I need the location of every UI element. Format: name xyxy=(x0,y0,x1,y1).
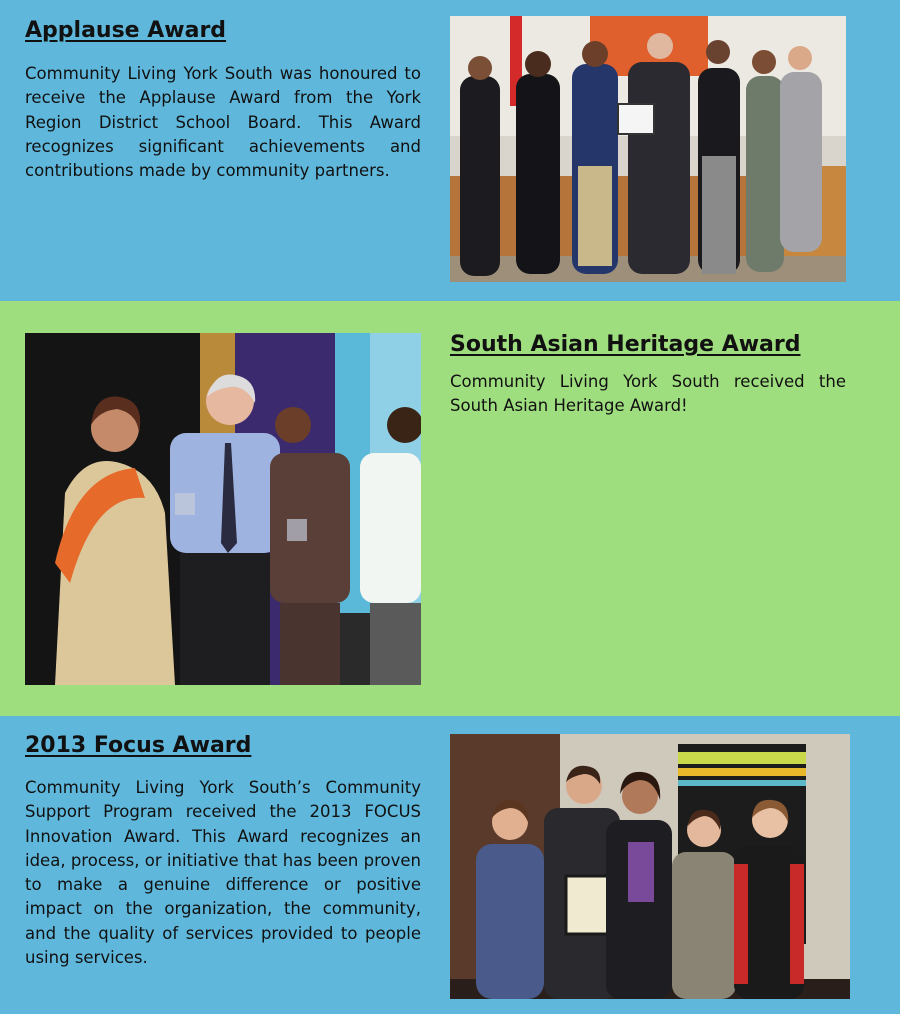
focus-award-photo xyxy=(450,734,850,999)
focus-award-title: 2013 Focus Award xyxy=(25,733,252,758)
south-asian-heritage-award-title: South Asian Heritage Award xyxy=(450,332,801,357)
applause-award-description: Community Living York South was honoured to receive the Applause Award from the York Region District School Board. This Award recognizes significant achievements and contributions made by community partners. xyxy=(25,64,421,181)
south-asian-heritage-award-photo xyxy=(25,333,421,685)
south-asian-heritage-award-description: Community Living York South received the South Asian Heritage Award! xyxy=(450,372,846,416)
focus-award-description: Community Living York South’s Community Support Program received the 2013 FOCUS Innovation Award. This Award recognizes an idea, process, or initiative that has been proven to make a genuine difference or positive impact on the organization, the community, and the quality of services provided to people using services. xyxy=(25,778,421,968)
applause-award-title: Applause Award xyxy=(25,18,227,43)
applause-award-photo xyxy=(450,16,846,282)
